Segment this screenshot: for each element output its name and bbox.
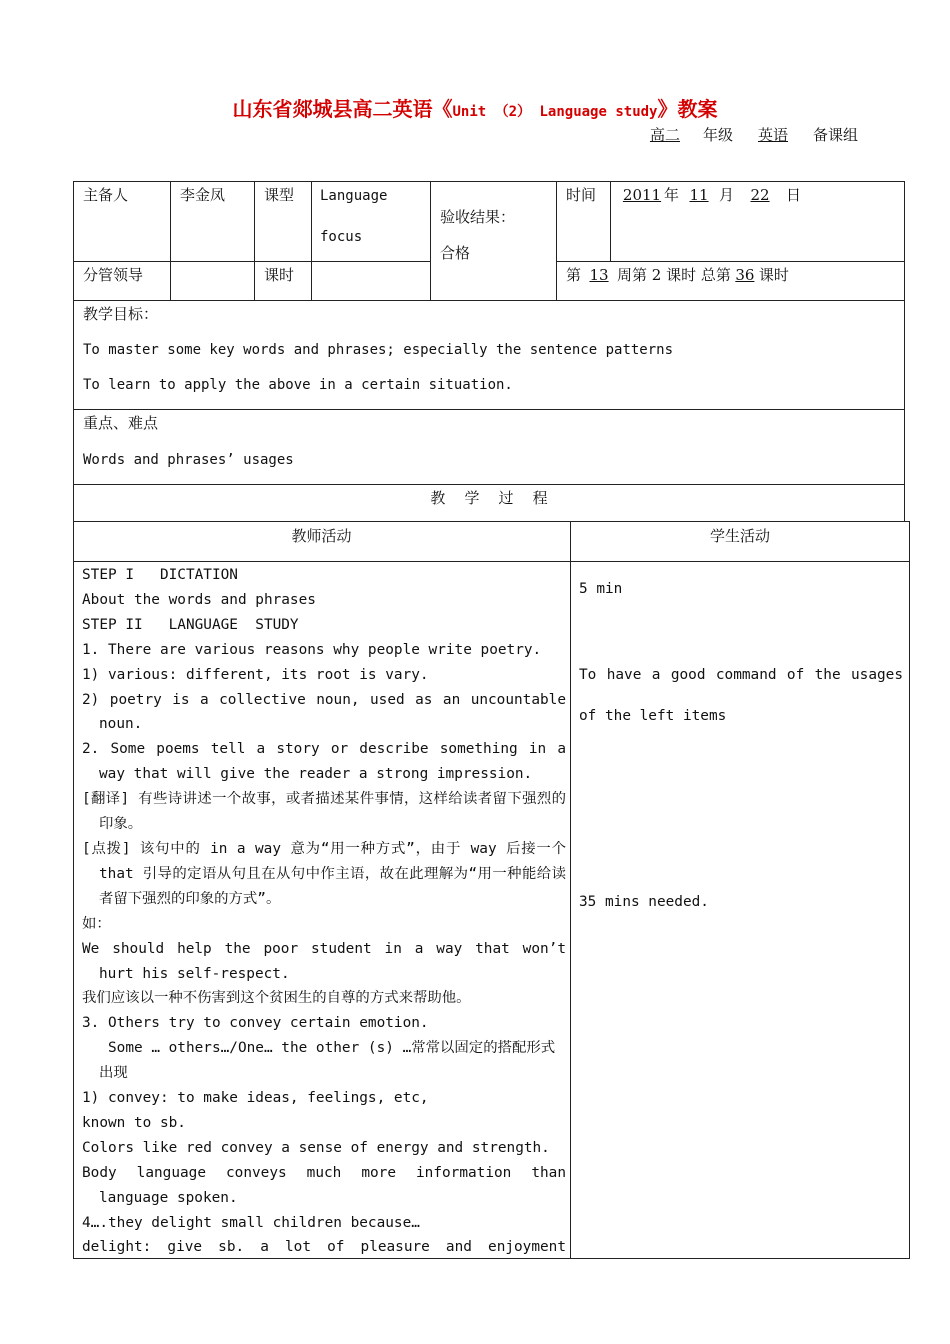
total-suffix: 课时 (758, 266, 789, 284)
type-value-1: Language (320, 188, 388, 204)
focus-line: Words and phrases’ usages (83, 452, 294, 468)
teacher-line: Body language conveys much more information than language spoken. (82, 1164, 566, 1206)
day-value: 22 (750, 186, 770, 204)
student-time-1: 5 min (579, 581, 623, 597)
period-label: 课时 (264, 266, 295, 284)
teacher-line: STEP I DICTATION (82, 567, 238, 583)
teacher-line: Colors like red convey a sense of energy and strength. (82, 1139, 550, 1156)
grade-value: 高二 (649, 126, 680, 144)
week-prefix: 第 (566, 266, 582, 284)
student-column-header: 学生活动 (709, 527, 770, 545)
check-value: 合格 (440, 244, 471, 262)
grade-label: 年级 (702, 126, 733, 144)
teacher-line: We should help the poor student in a way that won’t hurt his self-respect. (82, 940, 566, 982)
teacher-line: STEP II LANGUAGE STUDY (82, 616, 299, 633)
focus-section (73, 409, 905, 485)
teacher-line: About the words and phrases (82, 591, 316, 608)
teacher-column-header: 教师活动 (291, 527, 352, 545)
day-unit: 日 (786, 186, 802, 204)
type-label: 课型 (264, 186, 295, 204)
leader-label: 分管领导 (83, 266, 144, 284)
lead-label: 主备人 (83, 186, 129, 204)
week-number: 13 (589, 266, 609, 284)
teacher-line: known to sb. (82, 1114, 186, 1131)
document-title (0, 93, 950, 122)
time-label: 时间 (566, 186, 597, 204)
teacher-line: Some … others…/One… the other (s) …常常以固定的搭配形式出现 (82, 1040, 556, 1082)
year-unit: 年 (664, 186, 680, 204)
objective-line-2: To learn to apply the above in a certain situation. (83, 377, 513, 393)
lead-value: 李金凤 (180, 186, 226, 204)
objectives-label: 教学目标： (83, 305, 159, 323)
teacher-line: 我们应该以一种不伤害到这个贫困生的自尊的方式来帮助他。 (82, 990, 471, 1007)
student-goal-line-2: of the left items (579, 708, 727, 724)
student-time-2: 35 mins needed. (579, 894, 709, 910)
title-prefix: 山东省郯城县高二英语《 (232, 97, 453, 121)
week-info (566, 265, 789, 286)
teacher-line: 2) poetry is a collective noun, used as an uncountable noun. (82, 691, 566, 733)
total-number: 36 (735, 266, 755, 284)
teacher-activities (82, 563, 566, 1260)
teacher-line: 1. There are various reasons why people write poetry. (82, 641, 542, 658)
date-value (620, 185, 801, 206)
week-mid: 周第 2 课时 总第 (617, 266, 731, 284)
month-value: 11 (689, 186, 709, 204)
teacher-line: 3. Others try to convey certain emotion. (82, 1015, 429, 1032)
teacher-line: [点拨] 该句中的 in a way 意为“用一种方式”，由于 way 后接一个 that 引导的定语从句且在从句中作主语，故在此理解为“用一种能给读者留下强烈的印象的方式”。 (82, 840, 566, 907)
teacher-line: 1) various: different, its root is vary. (82, 666, 429, 683)
grade-subject-line (627, 124, 858, 145)
title-suffix: 》教案 (657, 97, 718, 121)
group-label: 备课组 (812, 126, 858, 144)
type-value-2: focus (320, 229, 363, 245)
subject-value: 英语 (757, 126, 788, 144)
teacher-line: 2. Some poems tell a story or describe something in a way that will give the reader a strong impression. (82, 741, 566, 783)
student-goal-line-1: To have a good command of the usages (579, 667, 903, 683)
teacher-line: [翻译] 有些诗讲述一个故事，或者描述某件事情，这样给读者留下强烈的印象。 (82, 791, 566, 833)
title-unit: Unit （2） Language study (452, 104, 658, 120)
teacher-line: 如： (82, 915, 111, 932)
check-label: 验收结果： (440, 208, 516, 226)
month-unit: 月 (719, 186, 735, 204)
objective-line-1: To master some key words and phrases; especially the sentence patterns (83, 342, 674, 358)
year-value: 2011 (622, 186, 662, 204)
teacher-line: delight: give sb. a lot of pleasure and enjoyment (82, 1239, 566, 1256)
teacher-line: 1) convey: to make ideas, feelings, etc, (82, 1090, 429, 1107)
teacher-line: 4….they delight small children because… (82, 1214, 420, 1231)
focus-label: 重点、难点 (83, 414, 159, 432)
process-heading: 教 学 过 程 (430, 489, 548, 507)
